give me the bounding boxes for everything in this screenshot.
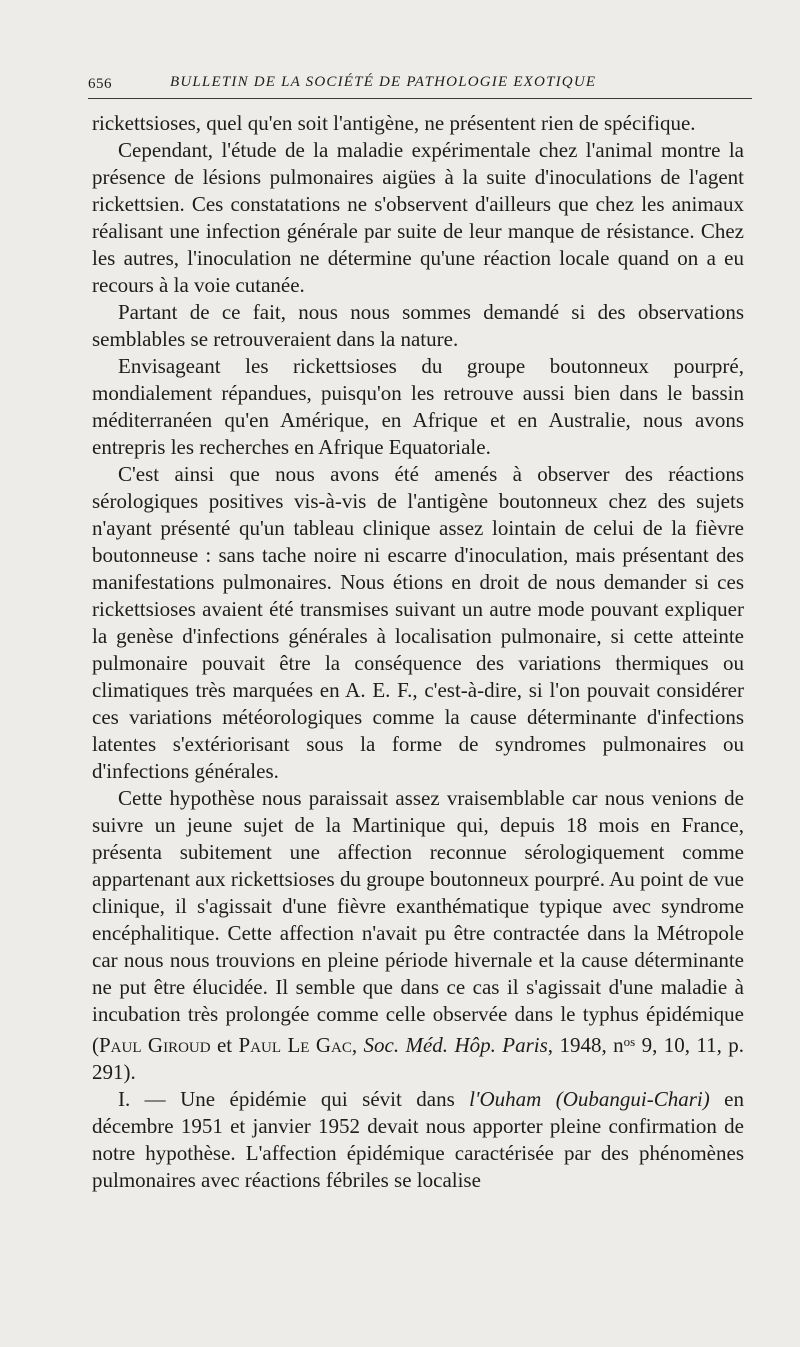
running-header [88, 70, 752, 99]
place-name: l'Ouham (Oubangui-Chari) [469, 1087, 710, 1111]
reference-text: et [210, 1033, 239, 1057]
page-number: 656 [88, 76, 112, 92]
paragraph-text: Cette hypothèse nous paraissait assez vraisemblable car nous venions de suivre un jeune sujet de la Martinique qui, depuis 18 mois en France, présenta subitement une affection reconnue sérologiquement comme appartenant aux rickettsioses du groupe boutonneux pourpré. Au point de vue clinique, il s'agissait d'une fièvre exanthématique typique avec syndrome encéphalitique. Cette affection n'avait pu être contractée dans la Métropole car nous nous trouvions en pleine période hivernale et la cause déterminante ne put être élucidée. Il semble que dans ce cas il s'agissait d'une maladie à incubation très prolongée comme celle observée dans le typhus épidémique ( [92, 786, 744, 1057]
reference-text: , 1948, n [547, 1033, 624, 1057]
reference-journal: Soc. Méd. Hôp. Paris [363, 1033, 548, 1057]
paragraph: Envisageant les rickettsioses du groupe boutonneux pourpré, mondialement répandues, puisqu'on les retrouve aussi bien dans le bassin méditerranéen qu'en Amérique, en Afrique et en Australie, nous avons entrepris les recherches en Afrique Equatoriale. [92, 354, 744, 459]
section-text: I. — Une épidémie qui sévit dans [118, 1087, 470, 1111]
body-text [92, 110, 744, 1194]
reference-superscript: os [623, 1034, 636, 1049]
running-title: BULLETIN DE LA SOCIÉTÉ DE PATHOLOGIE EXOTIQUE [170, 74, 597, 90]
section-text: en décembre 1951 et janvier 1952 devait nous apporter pleine confirmation de notre hypothèse. L'affection épidémique caractérisée par des phénomènes pulmonaires avec réactions fébriles se localise [92, 1087, 744, 1192]
paragraph-continued: rickettsioses, quel qu'en soit l'antigène, ne présentent rien de spécifique. [92, 111, 696, 135]
paragraph-with-reference: Cette hypothèse nous paraissait assez vraisemblable car nous venions de suivre un jeune sujet de la Martinique qui, depuis 18 mois en France, présenta subitement une affection reconnue sérologiquement comme appartenant aux rickettsioses du groupe boutonneux pourpré. Au point de vue clinique, il s'agissait d'une fièvre exanthématique typique avec syndrome encéphalitique. Cette affection n'avait pu être contractée dans la Métropole car nous nous trouvions en pleine période hivernale et la cause déterminante ne put être élucidée. Il semble que dans ce cas il s'agissait d'une maladie à incubation très prolongée comme celle observée dans le typhus épidémique (Paul Giroud et Paul Le Gac, Soc. Méd. Hôp. Paris, 1948, $n^{os}$ 9, 10, 11, p. 291). [92, 786, 745, 1084]
paragraph: Cependant, l'étude de la maladie expérimentale chez l'animal montre la présence de lésions pulmonaires aigües à la suite d'inoculations de l'agent rickettsien. Ces constatations ne s'observent d'ailleurs que chez les animaux réalisant une infection générale par suite de leur manque de résistance. Chez les autres, l'inoculation ne détermine qu'une réaction locale quand on a eu recours à la voie cutanée. [92, 138, 744, 297]
reference-author: Paul Le Gac [238, 1033, 352, 1057]
paragraph: Partant de ce fait, nous nous sommes demandé si des observations semblables se retrouveraient dans la nature. [92, 300, 744, 351]
paragraph: C'est ainsi que nous avons été amenés à observer des réactions sérologiques positives vis-à-vis de l'antigène boutonneux chez des sujets n'ayant présenté qu'un tableau clinique assez lointain de celui de la fièvre boutonneuse : sans tache noire ni escarre d'inoculation, mais présentant des manifestations pulmonaires. Nous étions en droit de nous demander si ces rickettsioses avaient été transmises suivant un autre mode pouvant expliquer la genèse d'infections générales à localisation pulmonaire, si cette atteinte pulmonaire pouvait être la conséquence des variations thermiques ou climatiques très marquées en A. E. F., c'est-à-dire, si l'on pouvait considérer ces variations météorologiques comme la cause déterminante d'infections latentes s'extériorisant sous la forme de syndromes pulmonaires ou d'infections générales. [92, 462, 744, 783]
reference-text: 9, 10, 11, p. 291). [92, 1033, 745, 1084]
paragraph-section-one [92, 1086, 744, 1194]
reference-author: Paul Giroud [99, 1033, 211, 1057]
